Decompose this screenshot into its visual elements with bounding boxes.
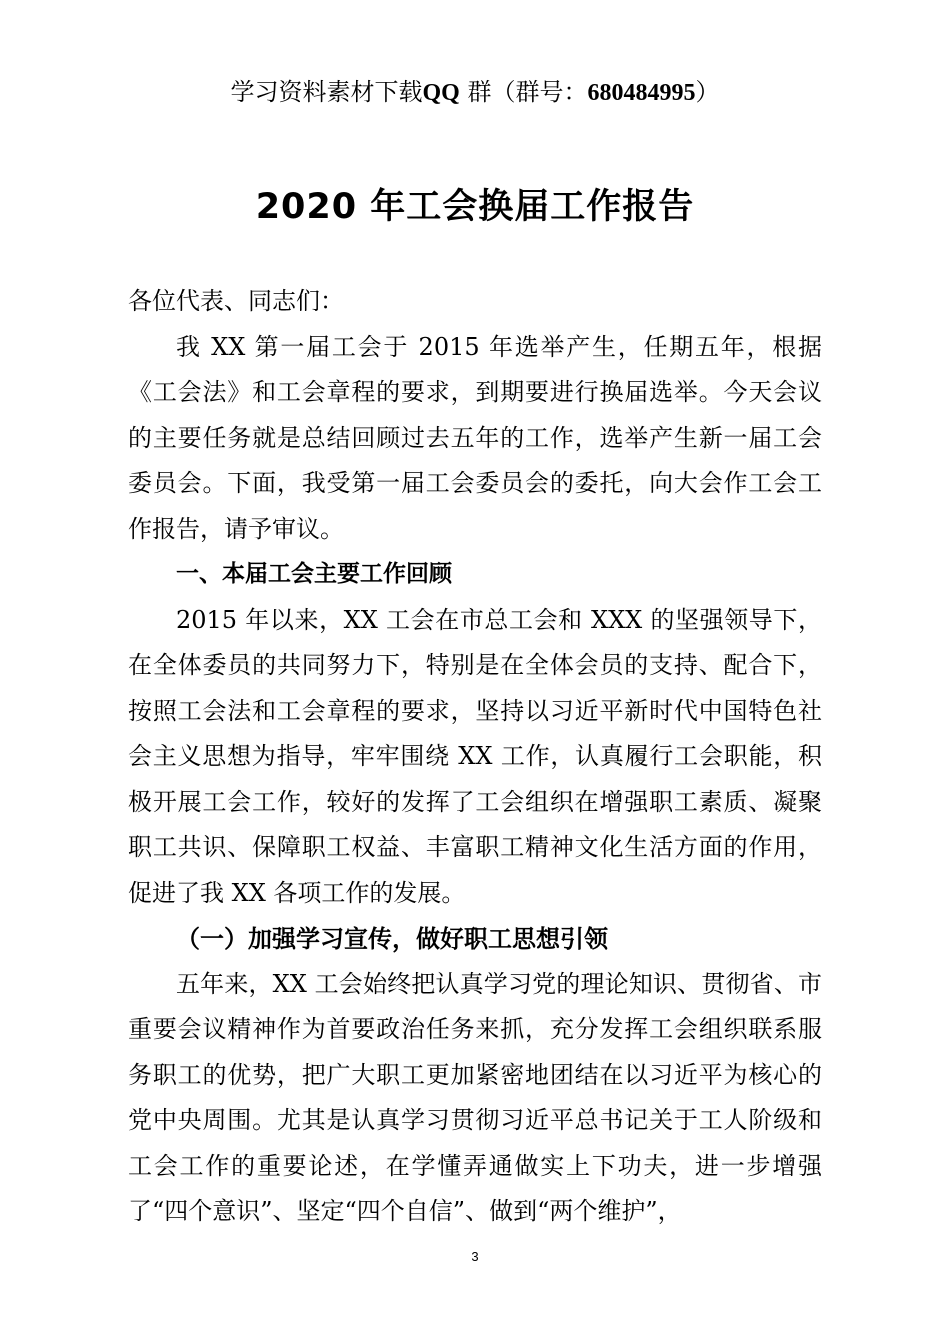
header-qq: QQ: [422, 80, 460, 106]
header-prefix: 学习资料素材下载: [230, 78, 423, 106]
header-group-number: 680484995: [587, 80, 696, 106]
section-1-paragraph: 2015 年以来，XX 工会在市总工会和 XXX 的坚强领导下，在全体委员的共同努力下，特别是在全体会员的支持、配合下，按照工会法和工会章程的要求，坚持以习近平新时代中国特色社会主义思想为指导，牢牢围绕 XX 工作，认真履行工会职能，积极开展工会工作，较好的发挥了工会组织在增强职工素质、凝聚职工共识、保障职工权益、丰富职工精神文化生活方面的作用，促进了我 XX 各项工作的发展。: [128, 605, 822, 907]
subsection-1-paragraph: 五年来，XX 工会始终把认真学习党的理论知识、贯彻省、市重要会议精神作为首要政治任务来抓，充分发挥工会组织联系服务职工的优势，把广大职工更加紧密地团结在以习近平为核心的党中央周围。尤其是认真学习贯彻习近平总书记关于工人阶级和工会工作的重要论述，在学懂弄通做实上下功夫，进一步增强了“四个意识”、坚定“四个自信”、做到“两个维护”，: [128, 969, 822, 1225]
intro-paragraph: 我 XX 第一届工会于 2015 年选举产生，任期五年，根据《工会法》和工会章程的要求，到期要进行换届选举。今天会议的主要任务就是总结回顾过去五年的工作，选举产生新一届工会委员会。下面，我受第一届工会委员会的委托，向大会作工会工作报告，请予审议。: [128, 332, 822, 543]
page-number: 3: [471, 1249, 479, 1264]
section-1-heading: 一、本届工会主要工作回顾: [176, 561, 452, 587]
header-middle: 群（群号：: [467, 78, 588, 106]
salutation: 各位代表、同志们：: [128, 287, 344, 315]
document-title: 2020 年工会换届工作报告: [255, 187, 695, 227]
document-body: [128, 279, 822, 1235]
header-suffix: ）: [695, 78, 720, 106]
subsection-1-heading: （一）加强学习宣传，做好职工思想引领: [176, 924, 608, 953]
header-note: [0, 72, 950, 113]
